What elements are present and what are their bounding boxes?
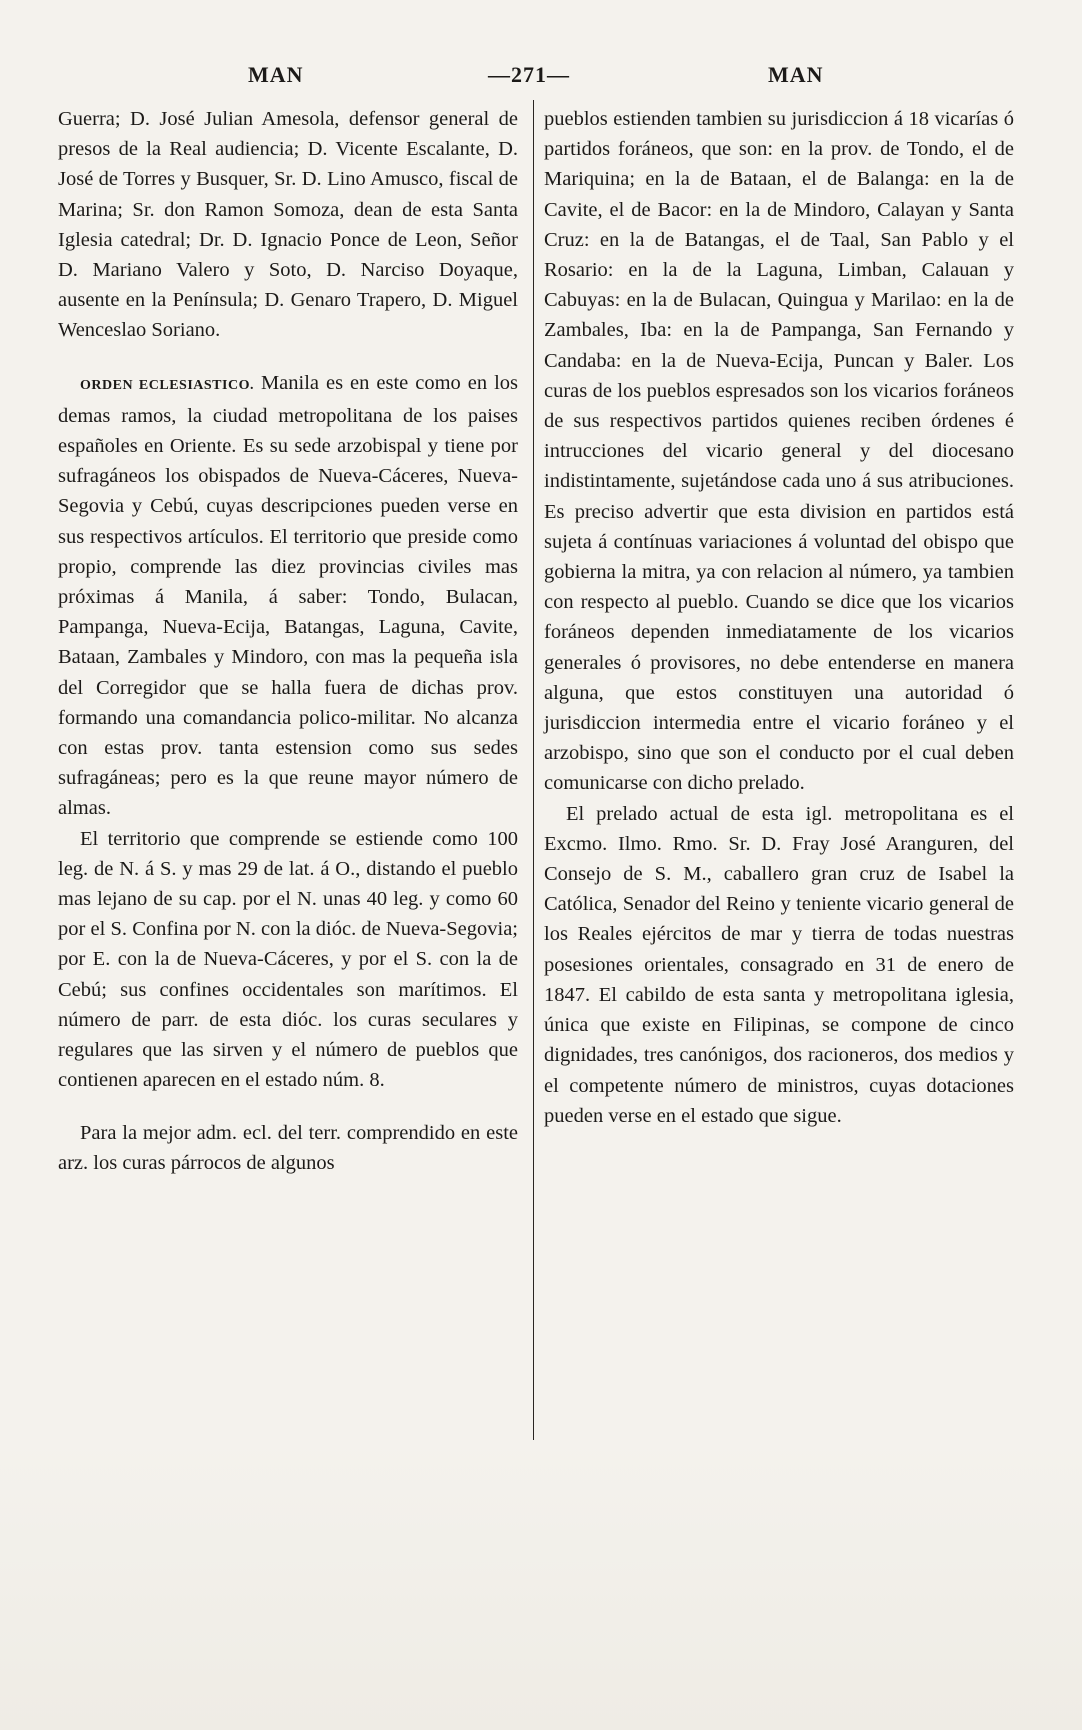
left-paragraph-2-text: Manila es en este como en los demas ramos, la ciudad metropolitana de los paises españoles en Oriente. Es su sede arzobispal y tiene por sufragáneos los obispados de Nueva-Cáceres, Nueva-Segovia y Cebú, cuyas descripciones pueden verse en sus respectivos artículos. El territorio que preside como propio, comprende las diez provincias civiles mas próximas á Manila, á saber: Tondo, Bulacan, Pampanga, Nueva-Ecija, Batangas, Laguna, Cavite, Bataan, Zambales y Mindoro, con mas la pequeña isla del Corregidor que se halla fuera de dichas prov. formando una comandancia polico-militar. No alcanza con estas prov. tanta estension como sus sedes sufragáneas; pero es la que reune mayor número de almas.	[58, 371, 518, 820]
column-divider	[533, 100, 534, 1440]
left-column	[58, 104, 518, 1178]
page-bottom-margin	[0, 1440, 1082, 1730]
left-paragraph-3: El territorio que comprende se estiende como 100 leg. de N. á S. y mas 29 de lat. á O., distando el pueblo mas lejano de su cap. por el N. unas 40 leg. y como 60 por el S. Confina por N. con la dióc. de Nueva-Segovia; por E. con la de Nueva-Cáceres, y por el S. con la de Cebú; sus confines occidentales son marítimos. El número de parr. de esta dióc. los curas seculares y regulares que las sirven y el número de pueblos que contienen aparecen en el estado núm. 8.	[58, 827, 518, 1092]
left-paragraph-2	[58, 368, 518, 824]
right-paragraph-2: El prelado actual de esta igl. metropolitana es el Excmo. Ilmo. Rmo. Sr. D. Fray José Aranguren, del Consejo de S. M., caballero gran cruz de Isabel la Católica, Senador del Reino y teniente vicario general de los Reales ejércitos de mar y tierra de todas nuestras posesiones orientales, consagrado en 31 de enero de 1847. El cabildo de esta santa y metropolitana iglesia, única que existe en Filipinas, se compone de cinco dignidades, tres canónigos, dos racioneros, dos medios y el competente número de ministros, cuyas dotaciones pueden verse en el estado que sigue.	[544, 802, 1014, 1127]
right-column	[544, 104, 1014, 1131]
section-heading: ORDEN ECLESIASTICO.	[80, 377, 254, 393]
page-number: —271—	[488, 62, 570, 87]
running-header	[0, 62, 1082, 96]
left-paragraph-1: Guerra; D. José Julian Amesola, defensor general de presos de la Real audiencia; D. Vicente Escalante, D. José de Torres y Busquer, Sr. D. Lino Amusco, fiscal de Marina; Sr. don Ramon Somoza, dean de esta Santa Iglesia catedral; Dr. D. Ignacio Ponce de Leon, Señor D. Mariano Valero y Soto, D. Narciso Doyaque, ausente en la Península; D. Genaro Trapero, D. Miguel Wenceslao Soriano.	[58, 108, 518, 342]
header-left-keyword: MAN	[248, 62, 304, 87]
header-right-keyword: MAN	[768, 62, 824, 87]
right-paragraph-1: pueblos estienden tambien su jurisdiccion á 18 vicarías ó partidos foráneos, que son: en la prov. de Tondo, el de Mariquina; en la de Bataan, el de Balanga: en la de Cavite, el de Bacor: en la de Mindoro, Calayan y Santa Cruz: en la de Batangas, el de Taal, San Pablo y el Rosario: en la de la Laguna, Limban, Calauan y Cabuyas: en la de Bulacan, Quingua y Marilao: en la de Zambales, Iba: en la de Pampanga, San Fernando y Candaba: en la de Nueva-Ecija, Puncan y Baler. Los curas de los pueblos espresados son los vicarios foráneos de sus respectivos partidos quienes reciben órdenes é intrucciones del vicario general y del diocesano indistintamente, sujetándose cada uno á sus atribuciones. Es preciso advertir que esta division en partidos está sujeta á contínuas variaciones á voluntad del obispo que gobierna la mitra, ya con relacion al número, ya tambien con respecto al pueblo. Cuando se dice que los vicarios foráneos dependen inmediatamente de los vicarios generales ó provisores, no debe entenderse en manera alguna, que estos constituyen una autoridad ó jurisdiccion intermedia entre el vicario foráneo y el arzobispo, sino que son el conducto por el cual deben comunicarse con dicho prelado.	[544, 108, 1014, 795]
left-paragraph-4: Para la mejor adm. ecl. del terr. comprendido en este arz. los curas párrocos de algunos	[58, 1121, 518, 1174]
